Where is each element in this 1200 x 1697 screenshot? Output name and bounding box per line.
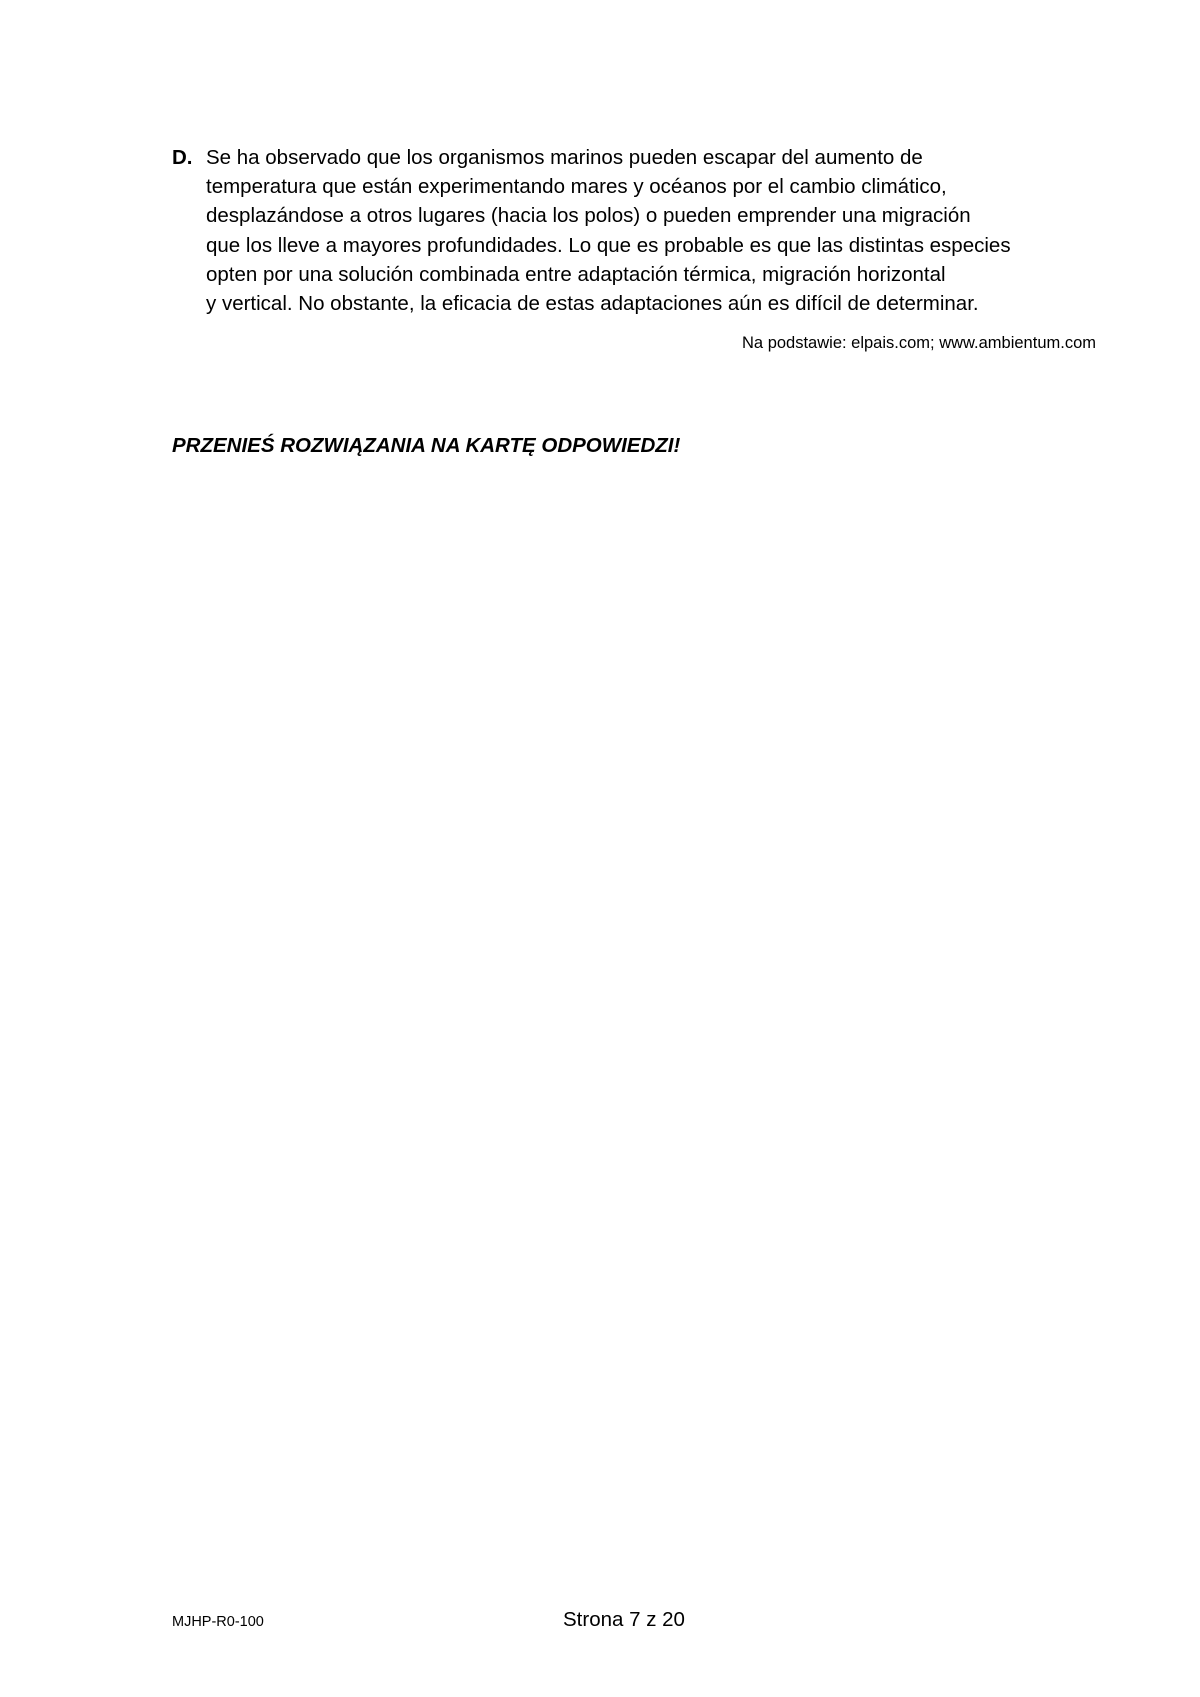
paragraph-label: D. (172, 146, 193, 169)
exam-code: MJHP-R0-100 (172, 1614, 264, 1630)
paragraph-line: temperatura que están experimentando mares y océanos por el cambio climático, (206, 175, 947, 199)
paragraph-line: opten por una solución combinada entre adaptación térmica, migración horizontal (206, 262, 946, 286)
source-citation: Na podstawie: elpais.com; www.ambientum.com (742, 334, 1096, 352)
paragraph-line: y vertical. No obstante, la eficacia de estas adaptaciones aún es difícil de determinar. (206, 292, 979, 316)
paragraph-text (206, 143, 1102, 318)
paragraph-d (172, 143, 1102, 318)
page-number: Strona 7 z 20 (563, 1608, 685, 1631)
answer-card-instruction: PRZENIEŚ ROZWIĄZANIA NA KARTĘ ODPOWIEDZI! (172, 434, 681, 457)
paragraph-line: Se ha observado que los organismos marinos pueden escapar del aumento de (206, 146, 923, 169)
paragraph-line: que los lleve a mayores profundidades. Lo que es probable es que las distintas especies (206, 233, 1011, 257)
paragraph-line: desplazándose a otros lugares (hacia los polos) o pueden emprender una migración (206, 204, 971, 228)
